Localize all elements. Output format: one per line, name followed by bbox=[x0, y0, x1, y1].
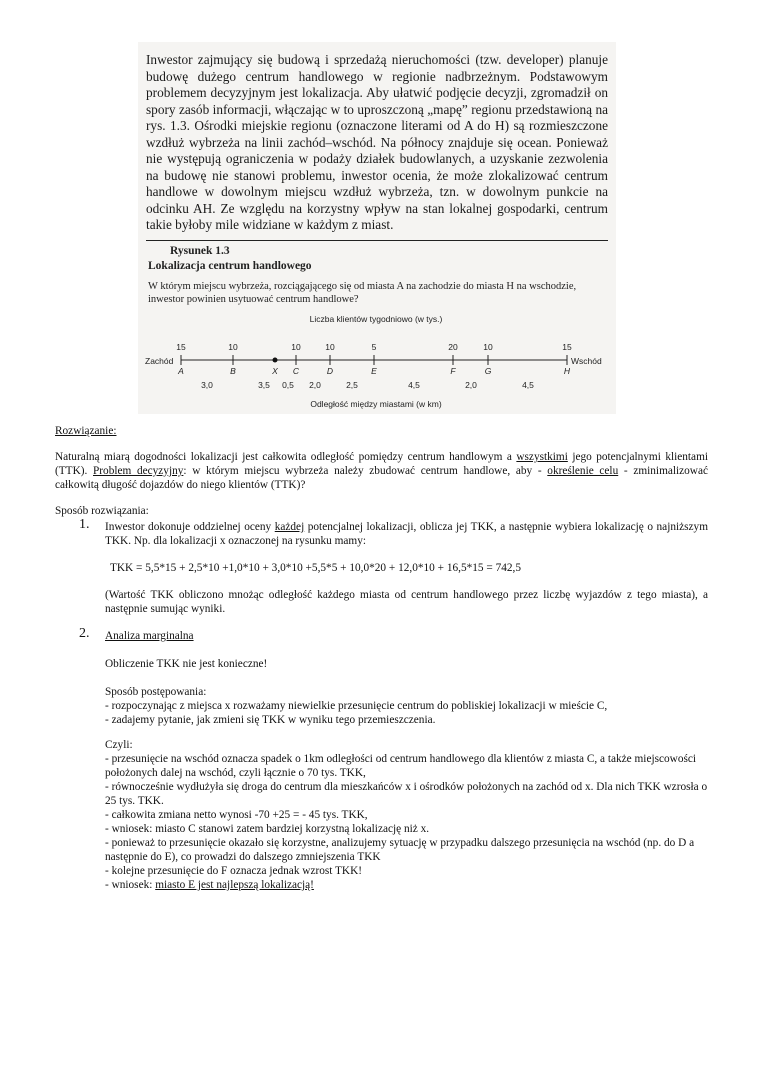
clients-G: 10 bbox=[483, 342, 493, 352]
tkk-formula: TKK = 5,5*15 + 2,5*10 +1,0*10 + 3,0*10 +5,5*5 + 10,0*20 + 12,0*10 + 16,5*15 = 742,5 bbox=[110, 562, 521, 574]
place-D: D bbox=[326, 366, 334, 376]
place-E: E bbox=[371, 366, 377, 376]
item-1-number: 1. bbox=[79, 517, 90, 532]
distance-X-C: 0,5 bbox=[282, 380, 294, 390]
top-caption: Liczba klientów tygodniowo (w tys.) bbox=[309, 314, 443, 324]
item-1-text bbox=[105, 520, 708, 548]
place-A: A bbox=[178, 366, 184, 376]
distance-D-E: 2,5 bbox=[346, 380, 358, 390]
clients-A: 15 bbox=[176, 342, 186, 352]
item-2-number: 2. bbox=[79, 626, 90, 641]
czyli-point-4: - wniosek: miasto C stanowi zatem bardziej korzystną lokalizację niż x. bbox=[105, 823, 430, 835]
clients-B: 10 bbox=[228, 342, 238, 352]
intro-text-1: Naturalną miarą dogodności lokalizacji jest całkowita odległość pomiędzy centrum handlowym a bbox=[55, 451, 517, 463]
place-F: F bbox=[450, 366, 456, 376]
intro-paragraph bbox=[55, 450, 708, 492]
czyli-point-1: - przesunięcie na wschód oznacza spadek o 1km odległości od centrum handlowego dla klientów z miasta C, a także miejscowości położonych dalej na wschód, czyli łącznie o 70 tys. TKK, bbox=[105, 753, 697, 779]
item-1-text-b: potencjalnej lokalizacji, oblicza jej TKK, a następnie wybiera lokalizację o najniższym TKK. Np. dla lokalizacji x oznaczonej na rysunku mamy: bbox=[105, 521, 708, 547]
item-1-emphasis-each: każdej bbox=[274, 521, 305, 533]
distance-B-X: 3,5 bbox=[258, 380, 270, 390]
place-B: B bbox=[230, 366, 236, 376]
place-G: G bbox=[484, 366, 492, 376]
place-C: C bbox=[292, 366, 300, 376]
distance-G-H: 4,5 bbox=[522, 380, 534, 390]
czyli-block bbox=[105, 738, 708, 892]
conclusion-prefix: - wniosek: bbox=[105, 879, 156, 891]
conclusion-text: miasto E jest najlepszą lokalizacją! bbox=[155, 879, 314, 891]
figure-rule bbox=[146, 240, 608, 241]
intro-text-2: jego potencjalnymi klientami (TTK). bbox=[55, 451, 708, 477]
procedure-step-2: - zadajemy pytanie, jak zmieni się TKK w wyniku tego przemieszczenia. bbox=[105, 714, 436, 726]
procedure-step-1: - rozpoczynając z miejsca x rozważamy niewielkie przesunięcie centrum do pobliskiej lokalizacji w mieście C, bbox=[105, 700, 608, 712]
bottom-caption: Odległość między miastami (w km) bbox=[310, 399, 442, 409]
clients-D: 10 bbox=[325, 342, 335, 352]
figure-question: W którym miejscu wybrzeża, rozciągającego się od miasta A na zachodzie do miasta H na wschodzie, inwestor powinien usytuować centrum handlowe? bbox=[148, 281, 577, 305]
czyli-point-5: - ponieważ to przesunięcie okazało się korzystne, analizujemy sytuację w przypadku dalszego przesunięcia na wschód (np. do D a następnie do E), co prowadzi do dalszego zmniejszenia TKK bbox=[105, 837, 695, 863]
item-1-note: (Wartość TKK obliczono mnożąc odległość każdego miasta od centrum handlowego przez liczbę wyjazdów z tego miasta), a następnie sumując wyniki. bbox=[105, 589, 708, 615]
item-2-title: Analiza marginalna bbox=[105, 630, 194, 642]
intro-text-3: : w którym miejscu wybrzeża należy zbudować centrum handlowe, aby - bbox=[183, 465, 548, 477]
procedure-block bbox=[105, 685, 705, 727]
czyli-point-6: - kolejne przesunięcie do F oznacza jednak wzrost TKK! bbox=[105, 865, 363, 877]
distance-F-G: 2,0 bbox=[465, 380, 477, 390]
item-1-text-a: Inwestor dokonuje oddzielnej oceny bbox=[105, 521, 275, 533]
figure-title: Lokalizacja centrum handlowego bbox=[148, 260, 312, 272]
coastline-diagram bbox=[138, 310, 616, 414]
clients-E: 5 bbox=[371, 342, 377, 352]
figure-number: Rysunek 1.3 bbox=[170, 245, 230, 257]
clients-F: 20 bbox=[448, 342, 458, 352]
method-label: Sposób rozwiązania: bbox=[55, 505, 149, 517]
solution-heading: Rozwiązanie: bbox=[55, 425, 117, 437]
intro-decision-problem: Problem decyzyjny bbox=[93, 465, 184, 477]
czyli-point-3: - całkowita zmiana netto wynosi -70 +25 = - 45 tys. TKK, bbox=[105, 809, 368, 821]
procedure-label: Sposób postępowania: bbox=[105, 686, 207, 698]
czyli-point-2: - równocześnie wydłużyła się droga do centrum dla mieszkańców x i ośrodków położonych na zachód od x. Dla nich TKK wzrosła o 25 tys. TKK. bbox=[105, 781, 708, 807]
place-H: H bbox=[563, 366, 571, 376]
czyli-label: Czyli: bbox=[105, 739, 133, 751]
west-label: Zachód bbox=[145, 356, 174, 366]
distance-A-B: 3,0 bbox=[201, 380, 213, 390]
book-paragraph: Inwestor zajmujący się budową i sprzedażą nieruchomości (tzw. developer) planuje budowę dużego centrum handlowego w regionie nadbrzeżnym. Podstawowym problemem decyzyjnym jest lokalizacja. Aby ułatwić podjęcie decyzji, zgromadził on spory zasób informacji, włączając w to uproszczoną „mapę” regionu przedstawioną na rys. 1.3. Ośrodki miejskie regionu (oznaczone literami od A do H) są rozmieszczone wzdłuż wybrzeża na linii zachód–wschód. Na północy znajduje się ocean. Ponieważ nie występują ograniczenia w podaży działek budowlanych, a uzyskanie zezwolenia na budowę nie stanowi problemu, inwestor ocenia, że może zlokalizować centrum handlowe w dowolnym miejscu wzdłuż wybrzeża, tzn. w dowolnym punkcie na odcinku AH. Ze względu na korzystny wpływ na stan lokalnej gospodarki, centrum takie byłoby mile widziane w każdym z miast. bbox=[146, 52, 608, 232]
item-2-statement: Obliczenie TKK nie jest konieczne! bbox=[105, 658, 268, 670]
intro-text-4: - zminimalizować całkowitą długość dojazdów do niego klientów (TTK)? bbox=[55, 465, 708, 491]
conclusion-line bbox=[105, 878, 708, 892]
intro-goal-definition: określenie celu bbox=[547, 465, 619, 477]
distance-E-F: 4,5 bbox=[408, 380, 420, 390]
clients-H: 15 bbox=[562, 342, 572, 352]
intro-emphasis-all: wszystkimi bbox=[516, 451, 568, 463]
clients-C: 10 bbox=[291, 342, 301, 352]
book-scan-excerpt bbox=[138, 42, 616, 414]
place-X: X bbox=[272, 366, 278, 376]
east-label: Wschód bbox=[571, 356, 602, 366]
distance-C-D: 2,0 bbox=[309, 380, 321, 390]
point-X bbox=[273, 358, 278, 363]
